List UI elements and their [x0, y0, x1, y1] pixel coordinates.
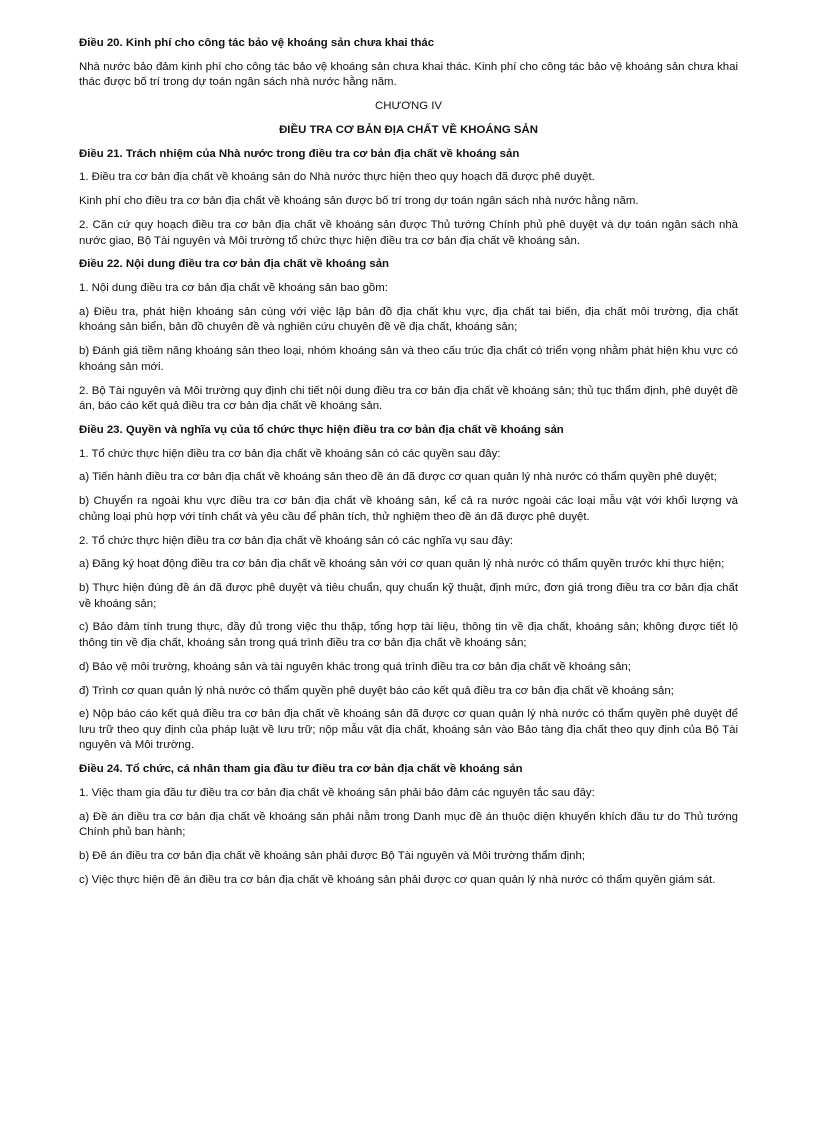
- article-23-duty-a: a) Đăng ký hoạt động điều tra cơ bản địa chất về khoáng sản với cơ quan quản lý nhà nước có thẩm quyền trước khi thực hiện;: [79, 558, 725, 571]
- article-23-right-b: b) Chuyển ra ngoài khu vực điều tra cơ bản địa chất về khoáng sản, kể cả ra nước ngoài các loại mẫu vật với khối lượng và chủng loại phù hợp với tính chất và yêu cầu để phân tích, thử nghiệm theo đề án đã được phê duyệt.: [79, 495, 738, 523]
- article-20-heading: Điều 20. Kinh phí cho công tác bảo vệ khoáng sản chưa khai thác: [79, 37, 435, 49]
- article-24-point-b: b) Đề án điều tra cơ bản địa chất về khoáng sản phải được Bộ Tài nguyên và Môi trường thẩm định;: [79, 850, 586, 863]
- article-22-point-b: b) Đánh giá tiềm năng khoáng sản theo loại, nhóm khoáng sản và theo cấu trúc địa chất có triển vọng nhằm phát hiện khu vực có khoáng sản mới.: [79, 345, 738, 373]
- article-21-clause-2: 2. Căn cứ quy hoạch điều tra cơ bản địa chất về khoáng sản được Thủ tướng Chính phủ phê duyệt và dự toán ngân sách nhà nước giao, Bộ Tài nguyên và Môi trường tổ chức thực hiện điều tra cơ bản địa chất về khoáng sản.: [79, 219, 738, 247]
- article-21-clause-1: 1. Điều tra cơ bản địa chất về khoáng sản do Nhà nước thực hiện theo quy hoạch đã được phê duyệt.: [79, 171, 595, 184]
- article-23-clause-1: 1. Tổ chức thực hiện điều tra cơ bản địa chất về khoáng sản có các quyền sau đây:: [79, 447, 501, 460]
- article-24-point-a: a) Đề án điều tra cơ bản địa chất về khoáng sản phải nằm trong Danh mục đề án thuộc diện khuyến khích đầu tư do Thủ tướng Chính phủ ban hành;: [79, 810, 738, 839]
- article-24-point-c: c) Việc thực hiện đề án điều tra cơ bản địa chất về khoáng sản phải được cơ quan quản lý nhà nước có thẩm quyền giám sát.: [79, 873, 716, 886]
- article-23-right-a: a) Tiến hành điều tra cơ bản địa chất về khoáng sản theo đề án đã được cơ quan quản lý nhà nước có thẩm quyền phê duyệt;: [79, 471, 717, 484]
- chapter-number: CHƯƠNG IV: [375, 100, 442, 113]
- article-23-clause-2: 2. Tổ chức thực hiện điều tra cơ bản địa chất về khoáng sản có các nghĩa vụ sau đây:: [79, 534, 514, 547]
- article-24-heading: Điều 24. Tổ chức, cá nhân tham gia đầu tư điều tra cơ bản địa chất về khoáng sản: [79, 763, 523, 776]
- article-21-heading: Điều 21. Trách nhiệm của Nhà nước trong điều tra cơ bản địa chất về khoáng sản: [79, 147, 520, 160]
- article-23-duty-dd: đ) Trình cơ quan quản lý nhà nước có thẩm quyền phê duyệt báo cáo kết quả điều tra cơ bản địa chất về khoáng sản;: [79, 684, 674, 697]
- article-23-duty-e: e) Nộp báo cáo kết quả điều tra cơ bản địa chất về khoáng sản đã được cơ quan quản lý nhà nước có thẩm quyền phê duyệt để lưu trữ theo quy định của pháp luật về lưu trữ; nộp mẫu vật địa chất, khoáng sản vào Bảo tàng địa chất theo quy định của Bộ Tài nguyên và Môi trường.: [79, 708, 738, 752]
- article-23-duty-d: d) Bảo vệ môi trường, khoáng sản và tài nguyên khác trong quá trình điều tra cơ bản địa chất về khoáng sản;: [79, 660, 631, 673]
- article-23-duty-b: b) Thực hiện đúng đề án đã được phê duyệt và tiêu chuẩn, quy chuẩn kỹ thuật, định mức, đơn giá trong điều tra cơ bản địa chất về khoáng sản;: [79, 582, 738, 610]
- document-page: [79, 36, 738, 897]
- article-23-duty-c: c) Bảo đảm tính trung thực, đầy đủ trong việc thu thập, tổng hợp tài liệu, thông tin về địa chất, khoáng sản; không được tiết lộ thông tin về địa chất, khoáng sản trong quá trình điều tra cơ bản địa chất về khoáng sản;: [79, 621, 738, 649]
- article-23-heading: Điều 23. Quyền và nghĩa vụ của tổ chức thực hiện điều tra cơ bản địa chất về khoáng sản: [79, 423, 564, 436]
- chapter-title: ĐIỀU TRA CƠ BẢN ĐỊA CHẤT VỀ KHOÁNG SẢN: [279, 123, 538, 136]
- article-22-clause-2: 2. Bộ Tài nguyên và Môi trường quy định chi tiết nội dung điều tra cơ bản địa chất về khoáng sản; thủ tục thẩm định, phê duyệt đề án, báo cáo kết quả điều tra cơ bản địa chất về khoáng sản.: [79, 384, 738, 413]
- article-22-heading: Điều 22. Nội dung điều tra cơ bản địa chất về khoáng sản: [79, 258, 390, 271]
- article-22-point-a: a) Điều tra, phát hiện khoáng sản cùng với việc lập bản đồ địa chất khu vực, địa chất tai biến, địa chất môi trường, địa chất khoáng sản biển, bản đồ chuyên đề và nghiên cứu chuyên đề về địa chất, khoáng sản;: [79, 305, 738, 334]
- article-20-paragraph: Nhà nước bảo đảm kinh phí cho công tác bảo vệ khoáng sản chưa khai thác. Kinh phí cho công tác bảo vệ khoáng sản chưa khai thác được bố trí trong dự toán ngân sách nhà nước hằng năm.: [79, 60, 738, 89]
- article-22-clause-1: 1. Nội dung điều tra cơ bản địa chất về khoáng sản bao gồm:: [79, 282, 388, 295]
- article-21-funding: Kinh phí cho điều tra cơ bản địa chất về khoáng sản được bố trí trong dự toán ngân sách nhà nước hằng năm.: [79, 195, 639, 208]
- article-24-clause-1: 1. Việc tham gia đầu tư điều tra cơ bản địa chất về khoáng sản phải bảo đảm các nguyên tắc sau đây:: [79, 786, 595, 799]
